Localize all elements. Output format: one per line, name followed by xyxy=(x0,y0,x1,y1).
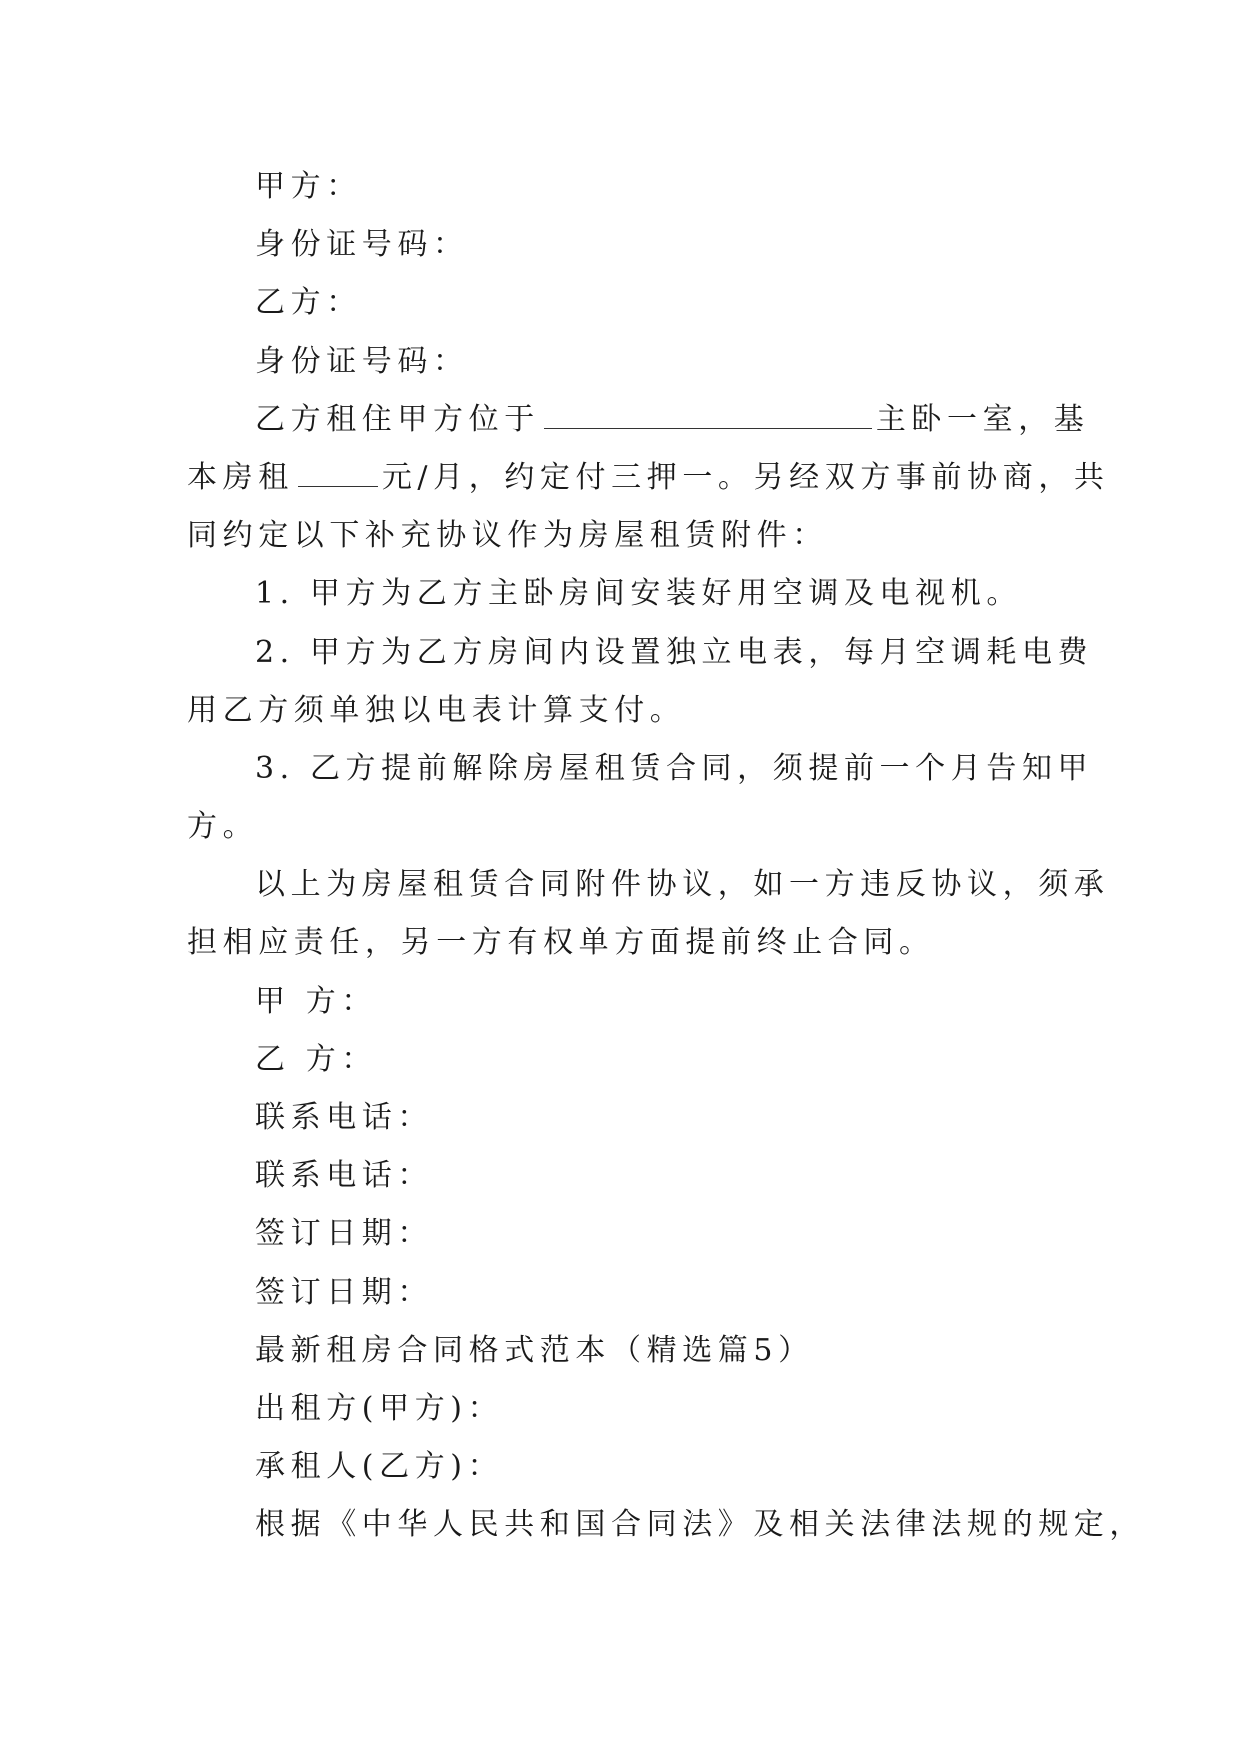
party-b-id-label: 身份证号码： xyxy=(255,343,469,379)
clause-1: 1. 甲方为乙方主卧房间安装好用空调及电视机。 xyxy=(255,576,1022,612)
rent-blank xyxy=(298,456,378,487)
paragraph-text: 元/月，约定付三押一。另经双方事前协商，共 xyxy=(381,459,1110,495)
address-blank xyxy=(544,398,872,429)
party-b-label: 乙方： xyxy=(255,285,362,321)
clause-3: 3. 乙方提前解除房屋租赁合同，须提前一个月告知甲 xyxy=(255,750,1094,786)
document-body xyxy=(187,158,1145,1555)
paragraph-text: 主卧一室，基 xyxy=(875,401,1090,437)
signature-party-a: 甲 方： xyxy=(255,983,377,1019)
signature-party-b: 乙 方： xyxy=(255,1041,377,1077)
clause-3-continued: 方。 xyxy=(187,809,259,845)
signing-date: 签订日期： xyxy=(255,1216,433,1252)
party-a-id-label: 身份证号码： xyxy=(255,227,469,263)
paragraph-line: 同约定以下补充协议作为房屋租赁附件： xyxy=(187,518,828,554)
paragraph-line xyxy=(187,449,1110,507)
lessor-label: 出租方(甲方)： xyxy=(255,1390,504,1426)
paragraph-text: 乙方租住甲方位于 xyxy=(255,401,540,437)
clause-2-continued: 用乙方须单独以电表计算支付。 xyxy=(187,692,686,728)
clause-2: 2. 甲方为乙方房间内设置独立电表，每月空调耗电费 xyxy=(255,634,1094,670)
lessee-label: 承租人(乙方)： xyxy=(255,1449,504,1485)
contact-phone: 联系电话： xyxy=(255,1158,433,1194)
section-heading: 最新租房合同格式范本（精选篇5） xyxy=(255,1332,814,1368)
paragraph-line xyxy=(187,391,1090,449)
closing-paragraph: 以上为房屋租赁合同附件协议，如一方违反协议，须承 xyxy=(255,867,1110,903)
signing-date: 签订日期： xyxy=(255,1274,433,1310)
contact-phone: 联系电话： xyxy=(255,1100,433,1135)
closing-paragraph-continued: 担相应责任，另一方有权单方面提前终止合同。 xyxy=(187,925,935,961)
party-a-label: 甲方： xyxy=(255,169,362,204)
legal-basis-paragraph: 根据《中华人民共和国合同法》及相关法律法规的规定， xyxy=(255,1507,1145,1543)
paragraph-text: 本房租 xyxy=(187,459,294,495)
